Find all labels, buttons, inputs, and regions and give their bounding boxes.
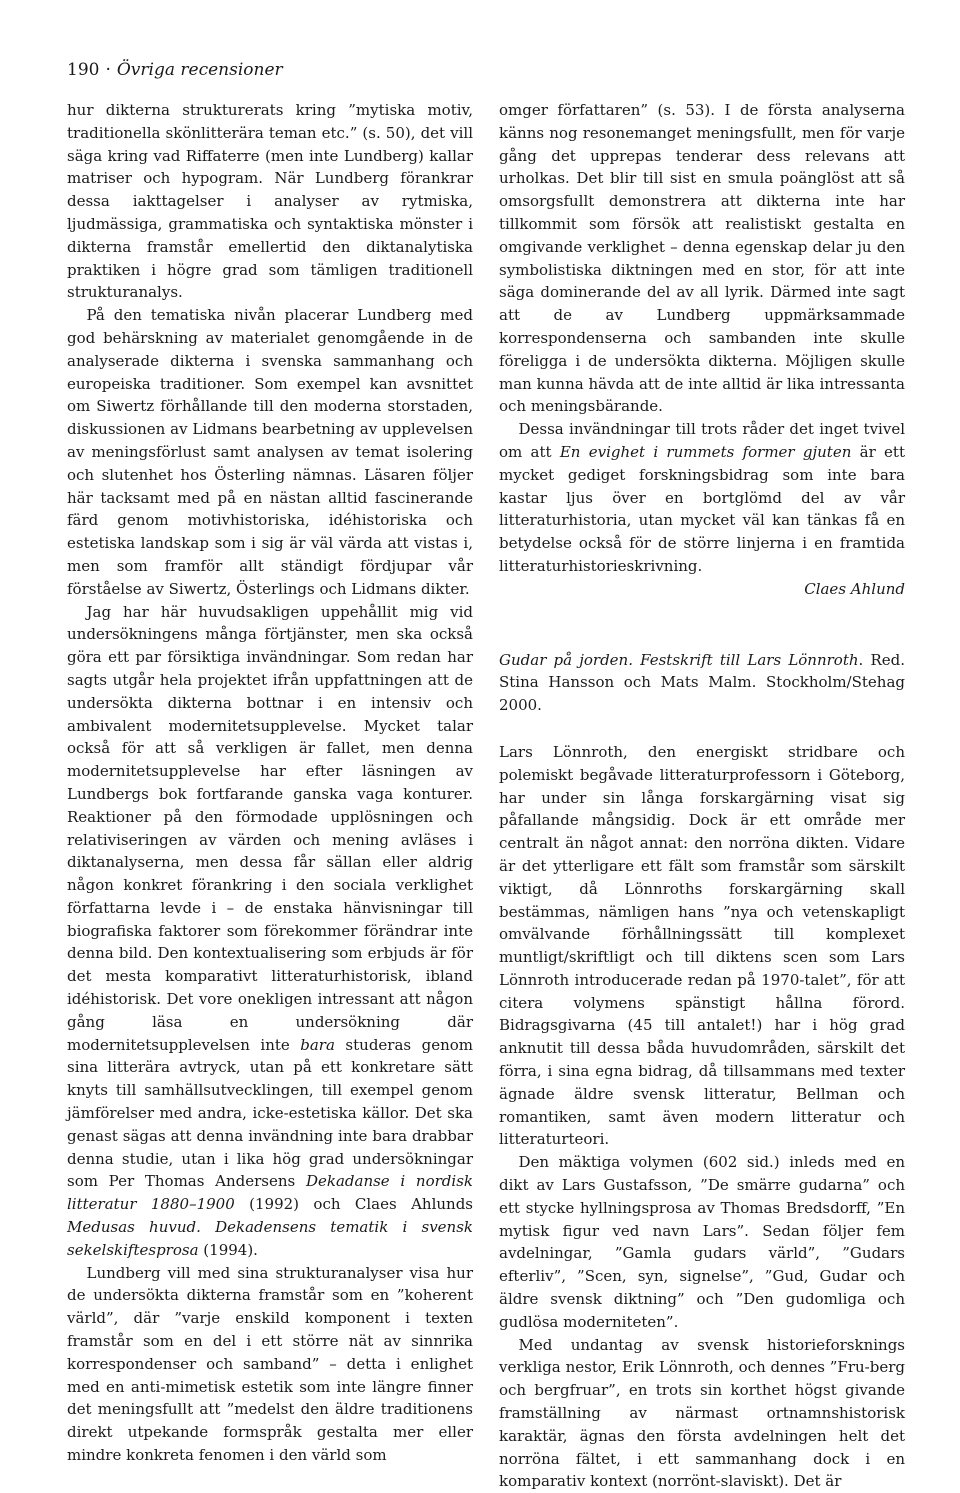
left-column bbox=[67, 99, 473, 1467]
header-separator: · bbox=[105, 60, 111, 80]
book-reference bbox=[499, 649, 905, 717]
section-title: Övriga recensioner bbox=[116, 60, 283, 80]
left-p3-text-3: (1992) och Claes Ahlunds bbox=[234, 1195, 473, 1214]
left-paragraph-1: hur dikterna strukturerats kring ”mytiska motiv, traditionella skönlitterära teman etc.” (s. 50), det vill säga kring vad Riffaterre (men inte Lundberg) kallar matriser och hypogram. När Lundberg förankrar dessa iakttagelser i analyser av rytmiska, ljudmässiga, grammatiska och syntaktiska mönster i dikterna framstår emellertid den diktanalytiska praktiken i högre grad som tämligen traditionell strukturanalys. bbox=[67, 101, 473, 302]
right-p2-text-1: Dessa invändningar till trots råder det inget tvivel om att bbox=[499, 420, 905, 461]
right-column bbox=[499, 99, 905, 1493]
right-paragraph-4: Den mäktiga volymen (602 sid.) inleds med en dikt av Lars Gustafsson, ”De smärre gudarna” och ett stycke hyllningsprosa av Thomas Bredsdorff, ”En mytisk figur ved navn Lars”. Sedan följer fem avdelningar, ”Gamla gudars värld”, ”Gudars efterliv”, ”Scen, syn, signelse”, ”Gud, Gudar och äldre svensk diktning” och ”Den gudomliga och gudlösa moderniteten”. bbox=[499, 1153, 905, 1331]
left-paragraph-3 bbox=[67, 601, 473, 1262]
reviewer-signature: Claes Ahlund bbox=[804, 579, 905, 598]
left-p3-title-medusas: Medusas huvud. Dekadensens tematik i svensk sekelskiftesprosa bbox=[67, 1218, 473, 1259]
left-p3-emphasis-bara: bara bbox=[300, 1035, 335, 1054]
left-p3-text-4: (1994). bbox=[198, 1240, 258, 1259]
right-paragraph-3: Lars Lönnroth, den energiskt stridbare och polemiskt begåvade litteraturprofessorn i Göteborg, har under sin långa forskargärning visat sig påfallande mångsidig. Dock är ett område mer centralt än något annat: den norröna dikten. Vidare är det ytterligare ett fält som framstår som särskilt viktigt, då Lönnroths forskargärning skall bestämmas, nämligen hans ”nya och vetenskapligt omvälvande förhållningssätt till komplexet muntligt/skriftligt och till diktens scen som Lars Lönnroth introducerade redan på 1970-talet”, för att citera volymens spänstigt hållna förord. Bidragsgivarna (45 till antalet!) har i hög grad anknutit till dessa båda huvudområden, särskilt det förra, i sina egna bidrag, då tillsammans med texter ägnade äldre svensk litteratur, Bellman och romantiken, samt även modern litteratur och litteraturteori. bbox=[499, 742, 905, 1149]
left-p3-text-2: studeras genom sina litterära avtryck, utan på ett konkretare sätt knyts till samhällsutvecklingen, till exempel genom jämförelser med andra, icke-estetiska källor. Det ska genast sägas att denna invändning inte bara drabbar denna studie, utan i lika hög grad undersökningar som Per Thomas Andersens bbox=[67, 1035, 473, 1191]
left-paragraph-4: Lundberg vill med sina strukturanalyser visa hur de undersökta dikterna framstår som en ”koherent värld”, där ”varje enskild komponent i texten framstår som en del i ett större nät av sinnrika korrespondenser och samband” – detta i enlighet med en anti-mimetisk estetik som inte längre finner det meningsfullt att ”medelst den äldre traditionens direkt utpekande formspråk gestalta mer eller mindre konkreta fenomen i den värld som bbox=[67, 1263, 473, 1465]
book-details: . Red. Stina Hansson och Mats Malm. Stockholm/Stehag 2000. bbox=[499, 650, 905, 715]
right-paragraph-5: Med undantag av svensk historieforsknings verkliga nestor, Erik Lönnroth, och dennes ”Fru-berg och bergfruar”, en trots sin korthet högst givande framställning av närmast ortnamnshistorisk karaktär, ägnas den första avdelningen helt det norröna fältet, i ett sammanhang dock i en komparativ kontext (norrönt-slaviskt). Det är bbox=[499, 1335, 905, 1491]
right-p2-title: En evighet i rummets former gjuten bbox=[559, 442, 852, 461]
book-title: Gudar på jorden. Festskrift till Lars Lönnroth bbox=[499, 650, 859, 669]
right-paragraph-1: omger författaren” (s. 53). I de första analyserna känns nog resonemanget meningsfullt, men för varje gång det upprepas tenderar dess relevans att urholkas. Det blir till sist en smula poänglöst att så omsorgsfullt demonstrera att dikterna inte har tillkommit som försök att realistiskt gestalta en omgivande verklighet – denna egenskap delar ju den symbolistiska diktningen med en stor, för att inte säga dominerande del av all lyrik. Därmed inte sagt att de av Lundberg uppmärksammade korrespondenserna och sambanden inte skulle föreligga i de undersökta dikterna. Möjligen skulle man kunna hävda att de inte alltid är lika intressanta och meningsbärande. bbox=[499, 101, 905, 416]
page-number: 190 bbox=[67, 60, 100, 80]
left-p3-title-dekadanse: Dekadanse i nordisk litteratur 1880–1900 bbox=[67, 1172, 473, 1214]
right-p2-text-2: är ett mycket gediget forskningsbidrag som inte bara kastar ljus över en bortglömd del av vår litteraturhistoria, utan mycket väl kan tänkas få en betydelse också för de större linjerna i en framtida litteraturhistorieskrivning. bbox=[499, 442, 905, 575]
left-p3-text-1: Jag har här huvudsakligen uppehållit mig vid undersökningens många förtjänster, men ska också göra ett par försiktiga invändningar. Som redan har sagts utgår hela projektet ifrån uppfattningen att de undersökta dikterna bottnar i en intensiv och ambivalent modernitetsupplevelse. Mycket talar också för att så verkligen är fallet, men denna modernitetsupplevelse har efter läsningen av Lundbergs bok fortfarande ganska vaga konturer. Reaktioner på den förmodade upplösningen och relativiseringen av värden och mening avläses i diktanalyserna, men dessa får sällan eller aldrig någon konkret förankring i den sociala verklighet författarna levde i – de enstaka hänvisningar till biografiska faktorer som förekommer förändrar inte denna bild. Den kontextualisering som erbjuds är för det mesta komparativt litteraturhistorisk, ibland idéhistorisk. Det vore onekligen intressant att någon gång läsa en undersökning där modernitetsupplevelsen inte bbox=[67, 602, 473, 1054]
right-paragraph-2 bbox=[499, 418, 905, 578]
left-paragraph-2: På den tematiska nivån placerar Lundberg med god behärskning av materialet genomgående in de analyserade dikterna i svenska sammanhang och europeiska traditioner. Som exempel kan avsnittet om Siwertz förhållande till den moderna storstaden, diskussionen av Lidmans bearbetning av upplevelsen av meningsförlust samt analysen av temat isolering och slutenhet hos Österling nämnas. Läsaren följer här tacksamt med på en nästan alltid fascinerande färd genom motivhistoriska, idéhistoriska och estetiska landskap som i sig är väl värda att vistas i, men som framför allt ständigt fördjupar vår förståelse av Siwertz, Österlings och Lidmans dikter. bbox=[67, 306, 473, 598]
running-head bbox=[67, 58, 283, 82]
